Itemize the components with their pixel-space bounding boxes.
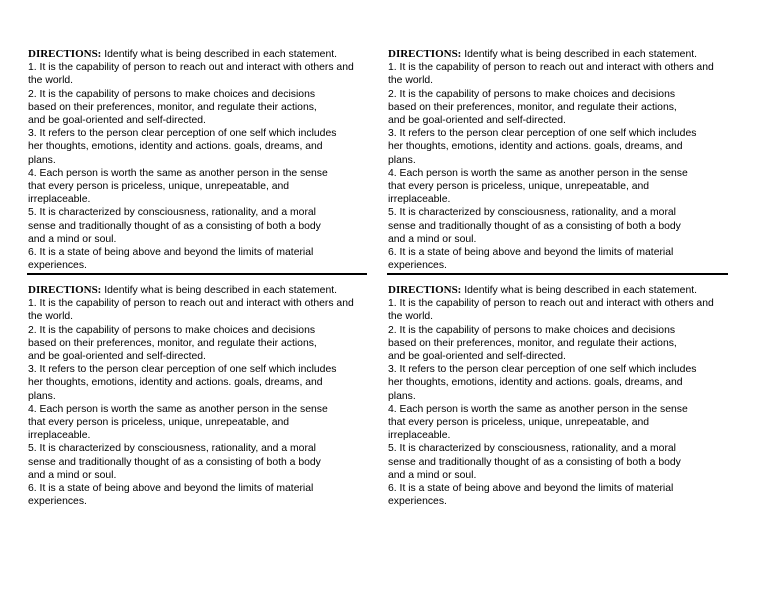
item-2-line-1: 2. It is the capability of persons to make choices and decisions [28,88,316,100]
item-2-line-1: 2. It is the capability of persons to make choices and decisions [388,88,676,100]
item-3-line-2: her thoughts, emotions, identity and actions. goals, dreams, and [28,141,323,153]
item-3-line-3: plans. [28,154,56,166]
item-4-line-3: irreplaceable. [388,194,451,206]
directions-label: DIRECTIONS: [28,284,102,296]
item-5-line-3: and a mind or soul. [388,233,477,245]
directions-label: DIRECTIONS: [388,48,462,60]
item-1-line-2: the world. [28,75,74,87]
item-3-line-2: her thoughts, emotions, identity and actions. goals, dreams, and [388,377,683,389]
item-5-line-2: sense and traditionally thought of as a consisting of both a body [388,456,681,468]
item-2-line-3: and be goal-oriented and self-directed. [388,351,566,363]
worksheet-bottom-left [28,284,366,508]
item-2-line-2: based on their preferences, monitor, and regulate their actions, [28,101,317,113]
item-4-line-1: 4. Each person is worth the same as another person in the sense [388,403,688,415]
item-3-line-1: 3. It refers to the person clear perception of one self which includes [388,128,697,140]
directions-line [388,48,726,61]
worksheet-top-right [388,48,726,272]
directions-text: Identify what is being described in each statement. [101,49,338,60]
section-divider-left [27,273,367,275]
item-3-line-3: plans. [28,390,56,402]
item-1-line-2: the world. [388,311,434,323]
item-1-line-1: 1. It is the capability of person to reach out and interact with others and [388,298,714,310]
directions-text: Identify what is being described in each statement. [461,49,698,60]
worksheet-top-left [28,48,366,272]
item-2-line-2: based on their preferences, monitor, and regulate their actions, [388,101,677,113]
directions-label: DIRECTIONS: [388,284,462,296]
item-3-line-2: her thoughts, emotions, identity and actions. goals, dreams, and [28,377,323,389]
item-2-line-2: based on their preferences, monitor, and regulate their actions, [388,337,677,349]
item-5-line-1: 5. It is characterized by consciousness, rationality, and a moral [28,207,316,219]
worksheet-bottom-right [388,284,726,508]
directions-line [28,284,366,297]
item-2-line-3: and be goal-oriented and self-directed. [388,115,566,127]
item-2-line-1: 2. It is the capability of persons to make choices and decisions [388,324,676,336]
item-5-line-3: and a mind or soul. [388,469,477,481]
item-4-line-1: 4. Each person is worth the same as another person in the sense [28,167,328,179]
item-5-line-2: sense and traditionally thought of as a consisting of both a body [28,456,321,468]
item-5-line-3: and a mind or soul. [28,469,117,481]
item-3-line-3: plans. [388,390,416,402]
item-4-line-3: irreplaceable. [28,194,91,206]
item-4-line-1: 4. Each person is worth the same as another person in the sense [388,167,688,179]
item-4-line-1: 4. Each person is worth the same as another person in the sense [28,403,328,415]
item-2-line-1: 2. It is the capability of persons to make choices and decisions [28,324,316,336]
directions-line [28,48,366,61]
item-4-line-2: that every person is priceless, unique, unrepeatable, and [388,417,650,429]
item-2-line-3: and be goal-oriented and self-directed. [28,115,206,127]
item-2-line-2: based on their preferences, monitor, and regulate their actions, [28,337,317,349]
item-6-line-2: experiences. [388,260,447,272]
item-5-line-1: 5. It is characterized by consciousness, rationality, and a moral [28,443,316,455]
item-1-line-1: 1. It is the capability of person to reach out and interact with others and [28,62,354,74]
item-5-line-2: sense and traditionally thought of as a consisting of both a body [388,220,681,232]
item-5-line-1: 5. It is characterized by consciousness, rationality, and a moral [388,443,676,455]
item-6-line-1: 6. It is a state of being above and beyond the limits of material [28,247,314,259]
item-5-line-3: and a mind or soul. [28,233,117,245]
item-5-line-2: sense and traditionally thought of as a consisting of both a body [28,220,321,232]
item-3-line-2: her thoughts, emotions, identity and actions. goals, dreams, and [388,141,683,153]
item-6-line-2: experiences. [388,496,447,508]
item-3-line-3: plans. [388,154,416,166]
item-1-line-2: the world. [28,311,74,323]
item-2-line-3: and be goal-oriented and self-directed. [28,351,206,363]
item-1-line-2: the world. [388,75,434,87]
item-3-line-1: 3. It refers to the person clear perception of one self which includes [28,128,337,140]
directions-label: DIRECTIONS: [28,48,102,60]
item-4-line-3: irreplaceable. [28,430,91,442]
item-3-line-1: 3. It refers to the person clear perception of one self which includes [28,364,337,376]
item-4-line-2: that every person is priceless, unique, unrepeatable, and [388,181,650,193]
item-4-line-2: that every person is priceless, unique, unrepeatable, and [28,417,290,429]
item-1-line-1: 1. It is the capability of person to reach out and interact with others and [388,62,714,74]
directions-text: Identify what is being described in each statement. [101,285,338,296]
item-4-line-2: that every person is priceless, unique, unrepeatable, and [28,181,290,193]
directions-line [388,284,726,297]
item-6-line-1: 6. It is a state of being above and beyond the limits of material [28,483,314,495]
item-6-line-2: experiences. [28,496,87,508]
item-4-line-3: irreplaceable. [388,430,451,442]
item-6-line-1: 6. It is a state of being above and beyond the limits of material [388,247,674,259]
section-divider-right [387,273,728,275]
item-6-line-1: 6. It is a state of being above and beyond the limits of material [388,483,674,495]
item-5-line-1: 5. It is characterized by consciousness, rationality, and a moral [388,207,676,219]
item-1-line-1: 1. It is the capability of person to reach out and interact with others and [28,298,354,310]
item-6-line-2: experiences. [28,260,87,272]
item-3-line-1: 3. It refers to the person clear perception of one self which includes [388,364,697,376]
directions-text: Identify what is being described in each statement. [461,285,698,296]
